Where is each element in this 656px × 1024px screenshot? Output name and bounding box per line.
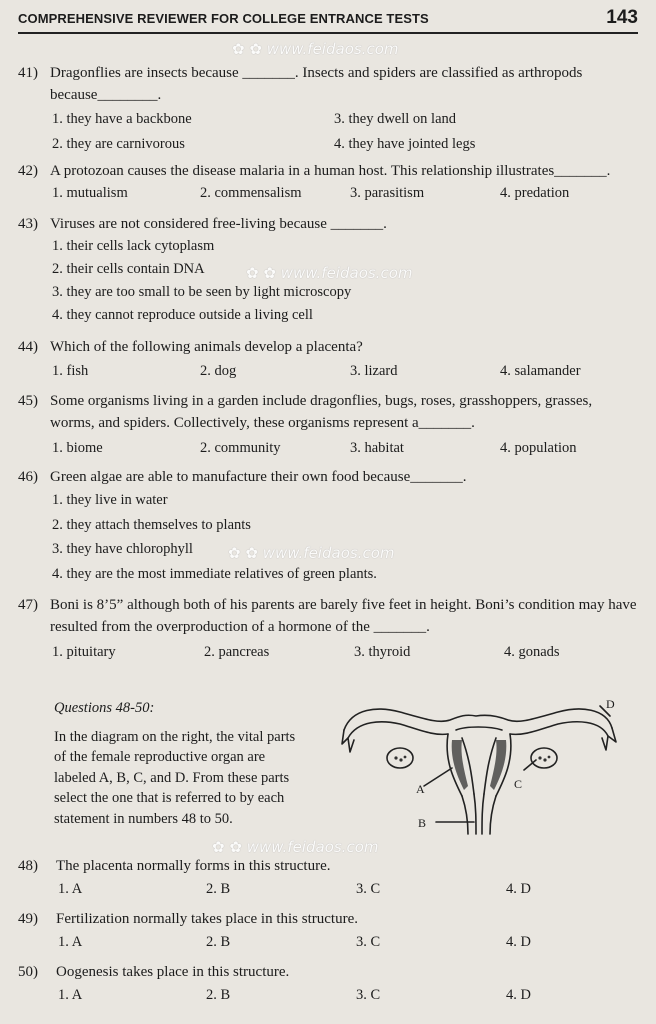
option: 2. community: [200, 440, 281, 456]
question-number: 48): [18, 858, 38, 874]
watermark: ✿ ✿ www.feidaos.com: [232, 40, 399, 58]
options: [58, 984, 638, 1006]
question-text: Some organisms living in a garden include dragonflies, bugs, roses, grasshoppers, grasses, worms, and spiders. Collectively, these organisms represent a_______.: [50, 393, 593, 431]
question-number: 41): [18, 65, 38, 81]
options: [52, 108, 638, 130]
question-text: Viruses are not considered free-living because _______.: [50, 216, 387, 232]
label-b: B: [418, 816, 427, 830]
option: 3. they have chlorophyll: [52, 541, 193, 557]
option: 2. pancreas: [204, 644, 270, 660]
option: 4. D: [506, 881, 531, 897]
options: [52, 641, 638, 663]
question-number: 44): [18, 339, 38, 355]
option: 3. C: [356, 881, 381, 897]
question-45: [18, 390, 638, 459]
option: 2. they are carnivorous: [52, 136, 185, 152]
question-49: [18, 908, 638, 953]
option: 1. they have a backbone: [52, 111, 192, 127]
option: 2. commensalism: [200, 185, 302, 201]
options: [58, 931, 638, 953]
question-text: Fertilization normally takes place in this structure.: [56, 911, 358, 927]
option: 1. pituitary: [52, 644, 116, 660]
label-c: C: [514, 777, 523, 791]
page-number: 143: [606, 7, 638, 28]
case-text: In the diagram on the right, the vital parts of the female reproductive organ are labeled A, B, C, and D. From these parts select the one that is referred to by each statement in numbers 48 to 50.: [54, 728, 296, 827]
option: 3. thyroid: [354, 644, 411, 660]
question-number: 46): [18, 469, 38, 485]
question-text: Which of the following animals develop a placenta?: [50, 339, 363, 355]
option: 2. B: [206, 934, 231, 950]
option: 1. mutualism: [52, 185, 128, 201]
option: 1. their cells lack cytoplasm: [52, 238, 215, 254]
options: [52, 360, 638, 382]
question-text: A protozoan causes the disease malaria in a human host. This relationship illustrates_______.: [50, 163, 611, 179]
option: 3. habitat: [350, 440, 404, 456]
page-header: [18, 8, 638, 34]
question-number: 49): [18, 911, 38, 927]
case-description: [54, 698, 304, 829]
question-text: Boni is 8’5” although both of his parents are barely five feet in height. Boni’s condition may have resulted from the overproduction of a hormone of the _______.: [50, 597, 637, 635]
option: 4. they are the most immediate relatives of green plants.: [52, 565, 377, 582]
option: 1. A: [58, 934, 83, 950]
question-50: [18, 961, 638, 1006]
diagram-outline: [342, 706, 616, 834]
option: 3. parasitism: [350, 185, 425, 201]
question-text: The placenta normally forms in this structure.: [56, 858, 331, 874]
question-47: [18, 594, 638, 663]
option: 4. they have jointed legs: [334, 136, 476, 152]
option: 3. C: [356, 934, 381, 950]
label-a: A: [416, 782, 425, 796]
option: 2. B: [206, 881, 231, 897]
question-text: Oogenesis takes place in this structure.: [56, 964, 290, 980]
question-44: [18, 336, 638, 382]
question-text: Dragonflies are insects because _______. Insects and spiders are classified as arthropods because________.: [50, 65, 583, 103]
options: [52, 182, 638, 204]
option: 2. they attach themselves to plants: [52, 516, 251, 533]
options: [52, 235, 638, 327]
question-42: [18, 160, 638, 204]
option: 2. B: [206, 987, 231, 1003]
options: [52, 488, 638, 586]
question-48: [18, 855, 638, 900]
options: [52, 133, 638, 155]
option: 2. dog: [200, 363, 237, 379]
option: 1. A: [58, 881, 83, 897]
option: 1. biome: [52, 440, 103, 456]
diagram-labels: [416, 697, 615, 830]
option: 3. C: [356, 987, 381, 1003]
option: 4. D: [506, 987, 531, 1003]
options: [58, 878, 638, 900]
question-46: [18, 466, 638, 586]
option: 4. population: [500, 440, 577, 456]
question-41: [18, 62, 638, 155]
case-title: Questions 48-50:: [54, 700, 155, 716]
option: 1. they live in water: [52, 492, 168, 508]
option: 3. they are too small to be seen by light microscopy: [52, 284, 352, 300]
option: 1. A: [58, 987, 83, 1003]
option: 4. gonads: [504, 644, 560, 660]
header-title: COMPREHENSIVE REVIEWER FOR COLLEGE ENTRANCE TESTS: [18, 11, 429, 26]
question-number: 43): [18, 216, 38, 232]
question-text: Green algae are able to manufacture their own food because_______.: [50, 469, 467, 485]
options: [52, 437, 638, 459]
label-d: D: [606, 697, 615, 711]
female-reproductive-diagram: [338, 690, 638, 840]
option: 1. fish: [52, 363, 89, 379]
watermark: ✿ ✿ www.feidaos.com: [228, 544, 395, 562]
question-43: [18, 213, 638, 327]
question-number: 42): [18, 163, 38, 179]
option: 4. predation: [500, 185, 570, 201]
option: 4. D: [506, 934, 531, 950]
watermark: ✿ ✿ www.feidaos.com: [246, 264, 413, 282]
watermark: ✿ ✿ www.feidaos.com: [212, 838, 379, 856]
question-number: 47): [18, 597, 38, 613]
option: 4. they cannot reproduce outside a living cell: [52, 307, 313, 323]
option: 2. their cells contain DNA: [52, 261, 205, 277]
question-number: 50): [18, 964, 38, 980]
option: 3. lizard: [350, 363, 398, 379]
question-number: 45): [18, 393, 38, 409]
option: 3. they dwell on land: [334, 111, 457, 127]
option: 4. salamander: [500, 363, 581, 379]
